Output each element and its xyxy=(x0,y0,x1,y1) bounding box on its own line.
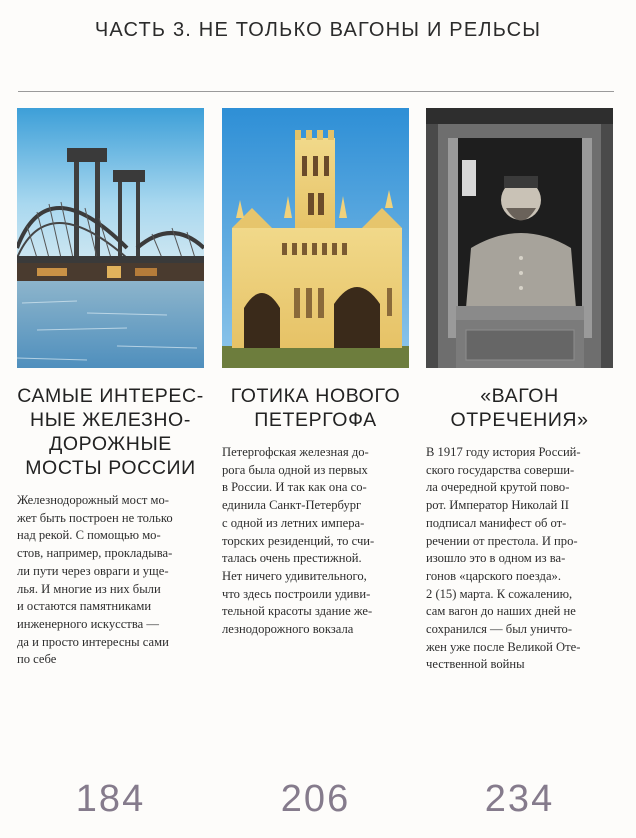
page-number[interactable]: 234 xyxy=(484,778,555,820)
heading-text: «ВАГОН ОТРЕЧЕНИЯ» xyxy=(450,385,589,431)
heading-text: САМЫЕ ИНТЕРЕС- НЫЕ ЖЕЛЕЗНО- ДОРОЖНЫЕ МОСТЫ РОССИИ xyxy=(17,385,204,479)
gothic-station-photo xyxy=(222,108,409,368)
article-description: Железнодорожный мост мо- жет быть построен не только над рекой. С помощью мо- стов, например, прокладыва- ли пути через овраги и уще- лья. И многие из них были и остаются памятниками инженерного искусства — да и просто интересны сами по себе xyxy=(17,493,173,667)
heading-text: ГОТИКА НОВОГО ПЕТЕРГОФА xyxy=(230,385,401,431)
part-title: ЧАСТЬ 3. НЕ ТОЛЬКО ВАГОНЫ И РЕЛЬСЫ xyxy=(94,19,542,41)
header-divider xyxy=(18,91,614,92)
article-heading xyxy=(17,384,204,480)
article-heading xyxy=(426,384,613,432)
article-bridges[interactable] xyxy=(17,108,204,669)
article-abdication-carriage[interactable] xyxy=(426,108,613,674)
railway-bridge-photo xyxy=(17,108,204,368)
article-heading xyxy=(222,384,409,432)
page-number[interactable]: 184 xyxy=(75,778,146,820)
article-description: Петергофская железная до- рога была одной из первых в России. И так как она со- единила Санкт-Петербург с одной из летних импера- торских резиденций, то счи- талась очень престижной. Нет ничего удивительного, что здесь построили удиви- тельной красоты здание же- лезнодорожного вокзала xyxy=(222,445,375,637)
page-number[interactable]: 206 xyxy=(280,778,351,820)
article-new-peterhof[interactable] xyxy=(222,108,409,639)
emperor-in-carriage-photo xyxy=(426,108,613,368)
article-description: В 1917 году история Россий- ского государства соверши- ла очередной крутой пово- рот. Император Николай II подписал манифест об от- речении от престола. И про- изошло это в одном из ва- гонов «царского поезда». 2 (15) марта. К сожалению, сам вагон до наших дней не сохранился — был уничто- жен уже после Великой Оте- чественной войны xyxy=(426,445,581,672)
